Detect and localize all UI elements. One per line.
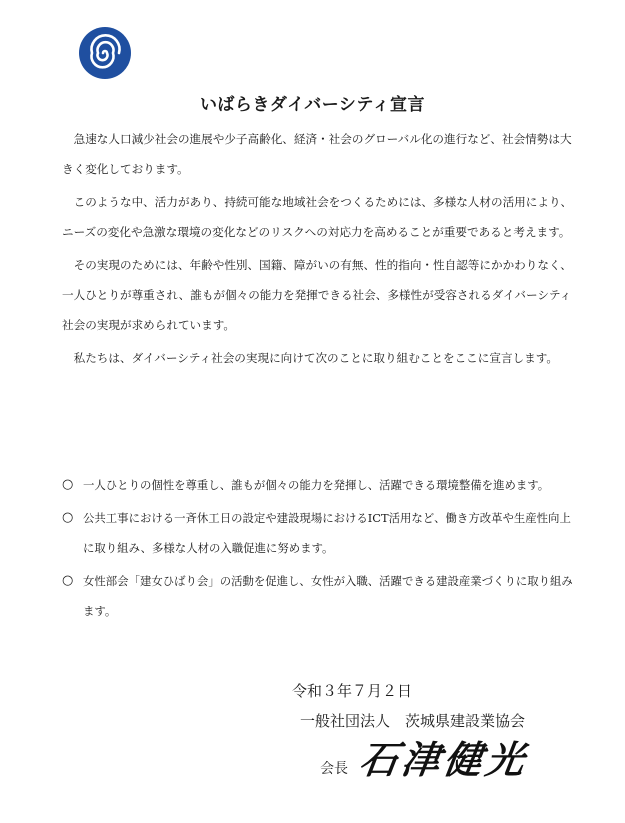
- commitment-list: [62, 470, 576, 629]
- signatory-role: 会長: [320, 761, 348, 777]
- paragraph: 急速な人口減少社会の進展や少子高齢化、経済・社会のグローバル化の進行など、社会情勢は大きく変化しております。: [62, 132, 572, 176]
- declaration-body: [62, 124, 576, 376]
- signatory: [290, 736, 532, 784]
- signature-block: [290, 676, 532, 784]
- circle-bullet-icon: ○: [62, 573, 74, 588]
- list-item: [62, 470, 576, 500]
- circle-bullet-icon: ○: [62, 477, 74, 492]
- paragraph: このような中、活力があり、持続可能な地域社会をつくるためには、多様な人材の活用により、ニーズの変化や急激な環境の変化などのリスクへの対応力を高めることが重要であると考えます。: [62, 195, 573, 239]
- handwritten-signature: 石津健光: [356, 737, 532, 782]
- paragraph: その実現のためには、年齢や性別、国籍、障がいの有無、性的指向・性自認等にかかわりなく、一人ひとりが尊重され、誰もが個々の能力を発揮できる社会、多様性が受容されるダイバーシティ社会の実現が求められています。: [62, 258, 572, 332]
- list-item-text: 一人ひとりの個性を尊重し、誰もが個々の能力を発揮し、活躍できる環境整備を進めます。: [83, 478, 550, 492]
- list-item-text: 女性部会「建女ひばり会」の活動を促進し、女性が入職、活躍できる建設産業づくりに取り組みます。: [83, 574, 573, 618]
- list-item-text: 公共工事における一斉休工日の設定や建設現場におけるICT活用など、働き方改革や生産性向上に取り組み、多様な人材の入職促進に努めます。: [83, 511, 571, 555]
- list-item: [62, 566, 576, 626]
- organization-name: 一般社団法人 茨城県建設業協会: [300, 712, 526, 730]
- spiral-logo-icon: [78, 26, 132, 80]
- circle-bullet-icon: ○: [62, 510, 74, 525]
- list-item: [62, 503, 576, 563]
- paragraph: 私たちは、ダイバーシティ社会の実現に向けて次のことに取り組むことをここに宣言します。: [73, 351, 558, 365]
- declaration-date: 令和３年７月２日: [292, 682, 413, 700]
- page-title: いばらきダイバーシティ宣言: [199, 95, 426, 115]
